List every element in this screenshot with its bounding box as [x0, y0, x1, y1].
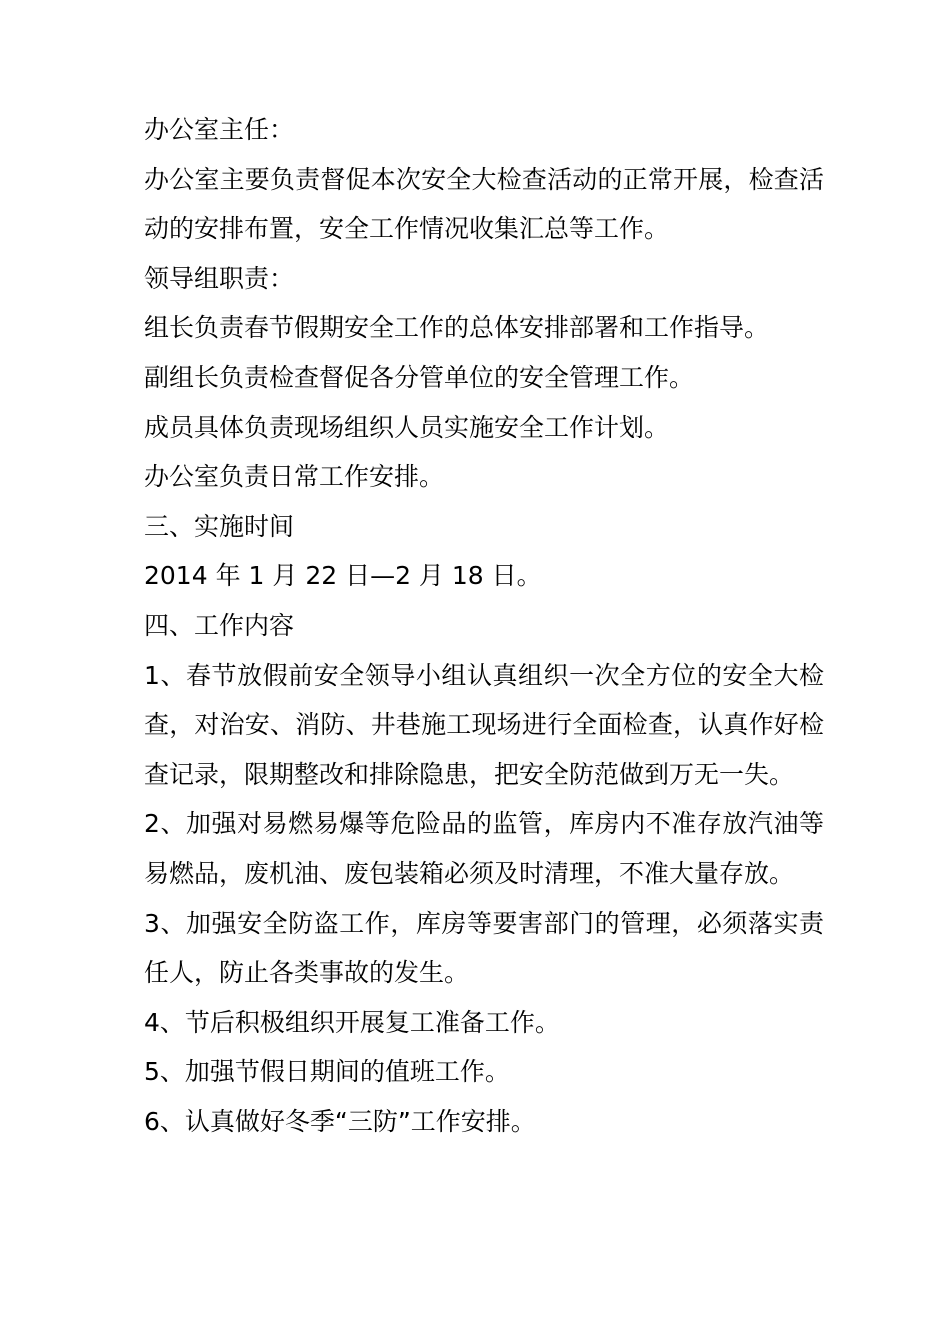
list-item-2: 2、加强对易燃易爆等危险品的监管，库房内不准存放汽油等易燃品，废机油、废包装箱必须及时清理，不准大量存放。 [144, 809, 824, 888]
list-item-5: 5、加强节假日期间的值班工作。 [144, 1057, 510, 1087]
list-item-6: 6、认真做好冬季“三防”工作安排。 [144, 1106, 536, 1136]
paragraph-office-director-heading: 办公室主任： [144, 115, 295, 144]
section-heading-implementation-time: 三、实施时间 [144, 511, 295, 541]
list-item-4: 4、节后积极组织开展复工准备工作。 [144, 1007, 560, 1037]
paragraph-date-range: 2014 年 1 月 22 日—2 月 18 日。 [144, 561, 542, 591]
paragraph-leadership-duties-heading: 领导组职责： [144, 263, 295, 293]
paragraph-deputy-leader-duty: 副组长负责检查督促各分管单位的安全管理工作。 [144, 362, 695, 392]
paragraph-member-duty: 成员具体负责现场组织人员实施安全工作计划。 [144, 412, 670, 442]
paragraph-office-daily-duty: 办公室负责日常工作安排。 [144, 462, 445, 492]
paragraph-office-duties: 办公室主要负责督促本次安全大检查活动的正常开展，检查活动的安排布置，安全工作情况收集汇总等工作。 [144, 164, 824, 244]
paragraph-group-leader-duty: 组长负责春节假期安全工作的总体安排部署和工作指导。 [144, 313, 770, 343]
document-body [144, 105, 824, 1146]
list-item-1: 1、春节放假前安全领导小组认真组织一次全方位的安全大检查，对治安、消防、井巷施工现场进行全面检查，认真作好检查记录，限期整改和排除隐患，把安全防范做到万无一失。 [144, 660, 824, 789]
list-item-3: 3、加强安全防盗工作，库房等要害部门的管理，必须落实责任人，防止各类事故的发生。 [144, 908, 824, 988]
section-heading-work-content: 四、工作内容 [144, 610, 295, 640]
